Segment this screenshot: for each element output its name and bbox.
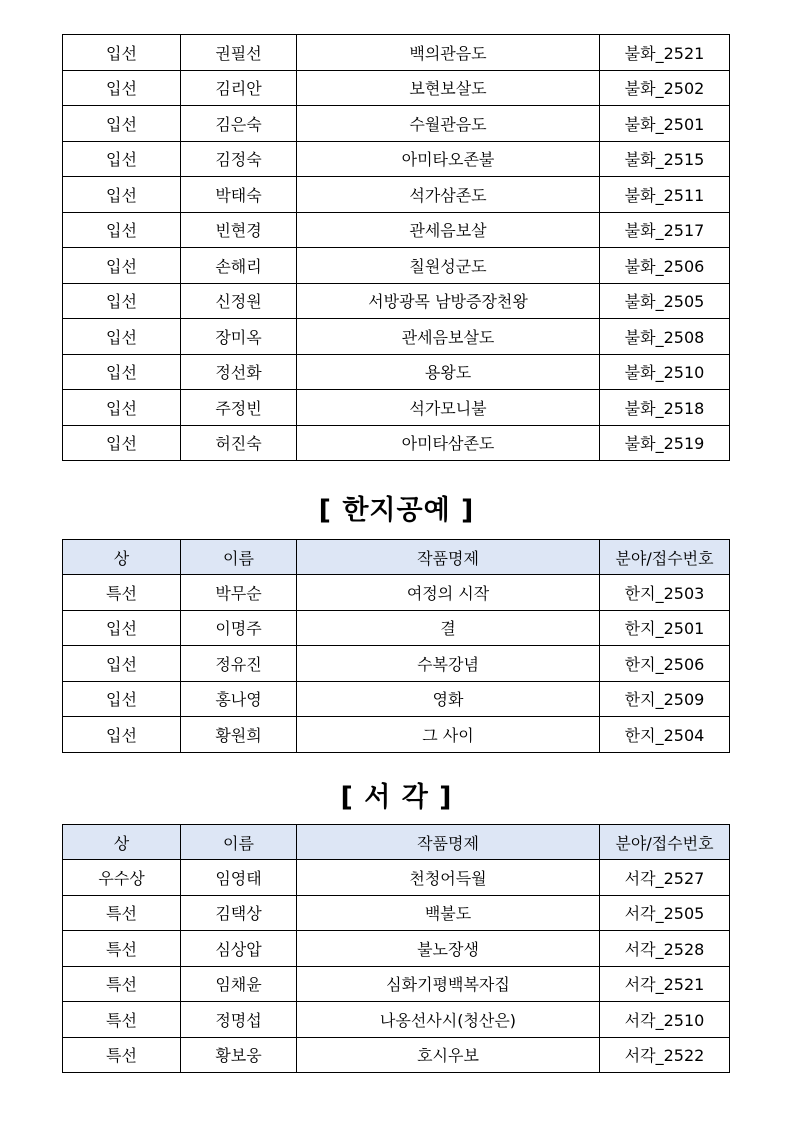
- category-number-cell: 서각_2505: [600, 895, 730, 931]
- award-cell: 입선: [63, 283, 181, 319]
- category-number-cell: 한지_2501: [600, 610, 730, 646]
- table-row: [63, 966, 730, 1002]
- award-cell: 입선: [63, 212, 181, 248]
- header-work-title: 작품명제: [297, 825, 600, 860]
- table-row: [63, 35, 730, 71]
- category-number-cell: 한지_2503: [600, 575, 730, 611]
- section-title-hanji: [ 한지공예 ]: [318, 495, 475, 526]
- table-row: [63, 390, 730, 426]
- category-number-cell: 불화_2511: [600, 177, 730, 213]
- header-award: 상: [63, 540, 181, 575]
- table-hanji-craft: [62, 539, 730, 753]
- work-title-cell: 관세음보살도: [297, 319, 600, 355]
- award-cell: 우수상: [63, 860, 181, 896]
- table-row: [63, 354, 730, 390]
- work-title-cell: 용왕도: [297, 354, 600, 390]
- name-cell: 황보웅: [181, 1037, 297, 1073]
- name-cell: 손해리: [181, 248, 297, 284]
- table-row: [63, 646, 730, 682]
- category-number-cell: 한지_2506: [600, 646, 730, 682]
- table-row: [63, 1002, 730, 1038]
- work-title-cell: 호시우보: [297, 1037, 600, 1073]
- name-cell: 김리안: [181, 70, 297, 106]
- name-cell: 임영태: [181, 860, 297, 896]
- category-number-cell: 불화_2505: [600, 283, 730, 319]
- header-name: 이름: [181, 540, 297, 575]
- award-cell: 입선: [63, 70, 181, 106]
- work-title-cell: 칠원성군도: [297, 248, 600, 284]
- name-cell: 김택상: [181, 895, 297, 931]
- table-row: [63, 319, 730, 355]
- table-header-row: [63, 825, 730, 860]
- work-title-cell: 백의관음도: [297, 35, 600, 71]
- table-row: [63, 248, 730, 284]
- table-buddhist-painting: [62, 34, 730, 461]
- name-cell: 정선화: [181, 354, 297, 390]
- award-cell: 입선: [63, 610, 181, 646]
- name-cell: 허진숙: [181, 425, 297, 461]
- table-row: [63, 141, 730, 177]
- category-number-cell: 서각_2522: [600, 1037, 730, 1073]
- name-cell: 박태숙: [181, 177, 297, 213]
- category-number-cell: 불화_2518: [600, 390, 730, 426]
- table-row: [63, 610, 730, 646]
- table-row: [63, 575, 730, 611]
- award-cell: 입선: [63, 319, 181, 355]
- category-number-cell: 불화_2510: [600, 354, 730, 390]
- name-cell: 주정빈: [181, 390, 297, 426]
- name-cell: 빈현경: [181, 212, 297, 248]
- award-cell: 입선: [63, 717, 181, 753]
- work-title-cell: 천청어득월: [297, 860, 600, 896]
- award-cell: 입선: [63, 390, 181, 426]
- award-cell: 특선: [63, 966, 181, 1002]
- award-cell: 입선: [63, 177, 181, 213]
- name-cell: 권필선: [181, 35, 297, 71]
- category-number-cell: 불화_2501: [600, 106, 730, 142]
- table-row: [63, 860, 730, 896]
- header-work-title: 작품명제: [297, 540, 600, 575]
- name-cell: 심상압: [181, 931, 297, 967]
- work-title-cell: 석가삼존도: [297, 177, 600, 213]
- work-title-cell: 수복강념: [297, 646, 600, 682]
- category-number-cell: 불화_2521: [600, 35, 730, 71]
- category-number-cell: 서각_2510: [600, 1002, 730, 1038]
- name-cell: 임채윤: [181, 966, 297, 1002]
- award-cell: 특선: [63, 931, 181, 967]
- award-cell: 입선: [63, 106, 181, 142]
- award-cell: 입선: [63, 248, 181, 284]
- award-cell: 입선: [63, 681, 181, 717]
- table-row: [63, 425, 730, 461]
- name-cell: 홍나영: [181, 681, 297, 717]
- header-category-number: 분야/접수번호: [600, 825, 730, 860]
- table-header-row: [63, 540, 730, 575]
- table-row: [63, 1037, 730, 1073]
- award-cell: 특선: [63, 1037, 181, 1073]
- table-row: [63, 106, 730, 142]
- work-title-cell: 관세음보살: [297, 212, 600, 248]
- name-cell: 김은숙: [181, 106, 297, 142]
- category-number-cell: 불화_2502: [600, 70, 730, 106]
- award-cell: 입선: [63, 425, 181, 461]
- work-title-cell: 불노장생: [297, 931, 600, 967]
- work-title-cell: 백불도: [297, 895, 600, 931]
- work-title-cell: 서방광목 남방증장천왕: [297, 283, 600, 319]
- work-title-cell: 결: [297, 610, 600, 646]
- award-cell: 입선: [63, 35, 181, 71]
- award-cell: 특선: [63, 895, 181, 931]
- work-title-cell: 보현보살도: [297, 70, 600, 106]
- work-title-cell: 석가모니불: [297, 390, 600, 426]
- work-title-cell: 그 사이: [297, 717, 600, 753]
- table-row: [63, 283, 730, 319]
- category-number-cell: 서각_2527: [600, 860, 730, 896]
- category-number-cell: 서각_2528: [600, 931, 730, 967]
- category-number-cell: 한지_2504: [600, 717, 730, 753]
- table-row: [63, 931, 730, 967]
- name-cell: 이명주: [181, 610, 297, 646]
- name-cell: 정유진: [181, 646, 297, 682]
- work-title-cell: 아미타오존불: [297, 141, 600, 177]
- category-number-cell: 불화_2506: [600, 248, 730, 284]
- table-row: [63, 212, 730, 248]
- work-title-cell: 여정의 시작: [297, 575, 600, 611]
- table-row: [63, 717, 730, 753]
- award-cell: 입선: [63, 646, 181, 682]
- name-cell: 황원희: [181, 717, 297, 753]
- name-cell: 신정원: [181, 283, 297, 319]
- name-cell: 김정숙: [181, 141, 297, 177]
- category-number-cell: 불화_2517: [600, 212, 730, 248]
- category-number-cell: 불화_2508: [600, 319, 730, 355]
- category-number-cell: 서각_2521: [600, 966, 730, 1002]
- award-cell: 특선: [63, 575, 181, 611]
- award-cell: 입선: [63, 354, 181, 390]
- table-body: [63, 860, 730, 1073]
- table-body: [63, 35, 730, 461]
- award-cell: 특선: [63, 1002, 181, 1038]
- header-category-number: 분야/접수번호: [600, 540, 730, 575]
- header-award: 상: [63, 825, 181, 860]
- name-cell: 정명섭: [181, 1002, 297, 1038]
- award-cell: 입선: [63, 141, 181, 177]
- section-title-woodcarving: [ 서 각 ]: [340, 782, 453, 813]
- category-number-cell: 불화_2519: [600, 425, 730, 461]
- table-row: [63, 895, 730, 931]
- category-number-cell: 불화_2515: [600, 141, 730, 177]
- name-cell: 장미옥: [181, 319, 297, 355]
- work-title-cell: 심화기평백복자집: [297, 966, 600, 1002]
- category-number-cell: 한지_2509: [600, 681, 730, 717]
- table-row: [63, 681, 730, 717]
- work-title-cell: 영화: [297, 681, 600, 717]
- header-name: 이름: [181, 825, 297, 860]
- work-title-cell: 수월관음도: [297, 106, 600, 142]
- work-title-cell: 아미타삼존도: [297, 425, 600, 461]
- table-body: [63, 575, 730, 753]
- table-row: [63, 177, 730, 213]
- table-row: [63, 70, 730, 106]
- table-calligraphy-carving: [62, 824, 730, 1073]
- work-title-cell: 나옹선사시(청산은): [297, 1002, 600, 1038]
- name-cell: 박무순: [181, 575, 297, 611]
